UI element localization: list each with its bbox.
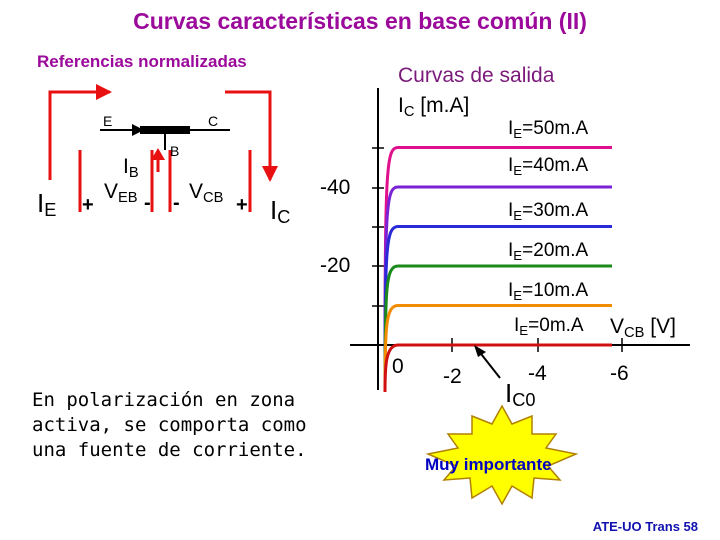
curve-label-10: $I_E=10m.A$ xyxy=(508,280,589,303)
x-axis-label: $V_{CB}$ [V] xyxy=(610,315,676,341)
ie-arrow-head xyxy=(96,84,112,100)
base-label: B xyxy=(170,143,180,159)
slide-footer: ATE-UO Trans 58 xyxy=(592,519,698,534)
base-bar xyxy=(140,126,190,134)
curve-label-50: $I_E=50m.A$ xyxy=(508,118,589,141)
output-curves xyxy=(385,148,612,393)
y-tick-label-40: -40 xyxy=(320,176,351,199)
ic0-label: $I_{C0}$ xyxy=(505,378,536,410)
ie-label: $I_E$ xyxy=(37,188,57,220)
important-badge-label: Muy importante xyxy=(425,455,552,474)
curve-label-30: $I_E=30m.A$ xyxy=(508,200,589,223)
explanation-note: En polarización en zona activa, se comporta como una fuente de corriente. xyxy=(32,389,307,461)
ib-label: $I_B$ xyxy=(123,155,139,181)
curve-label-20: $I_E=20m.A$ xyxy=(508,240,589,263)
veb-label: $V_{EB}$ xyxy=(104,180,138,206)
vcb-minus: - xyxy=(173,192,180,214)
collector-label: C xyxy=(208,113,219,129)
ic-arrow-head xyxy=(262,166,278,182)
output-curves-title: Curvas de salida xyxy=(398,64,555,87)
subtitle: Referencias normalizadas xyxy=(37,52,247,71)
curve-label-0: $I_E=0m.A$ xyxy=(514,315,584,338)
x-tick-label-2: -2 xyxy=(443,365,462,388)
vcb-label: $V_{CB}$ xyxy=(189,180,224,206)
curve-ie-0 xyxy=(385,148,612,393)
curve-ie-5 xyxy=(385,345,612,392)
veb-minus: - xyxy=(144,192,151,214)
ic-label: $I_C$ xyxy=(270,195,291,227)
vcb-plus: + xyxy=(236,194,248,216)
curve-label-40: $I_E=40m.A$ xyxy=(508,155,589,178)
x-tick-label-4: -4 xyxy=(528,362,547,385)
y-tick-label-20: -20 xyxy=(320,254,351,277)
emitter-label: E xyxy=(103,113,113,129)
ic0-pointer-head xyxy=(474,345,486,357)
x-tick-label-0: 0 xyxy=(392,355,404,378)
veb-plus: + xyxy=(82,194,94,216)
page-title: Curvas características en base común (II) xyxy=(133,8,587,34)
y-axis-label: $I_C$ [m.A] xyxy=(398,94,470,120)
x-tick-label-6: -6 xyxy=(610,362,629,385)
